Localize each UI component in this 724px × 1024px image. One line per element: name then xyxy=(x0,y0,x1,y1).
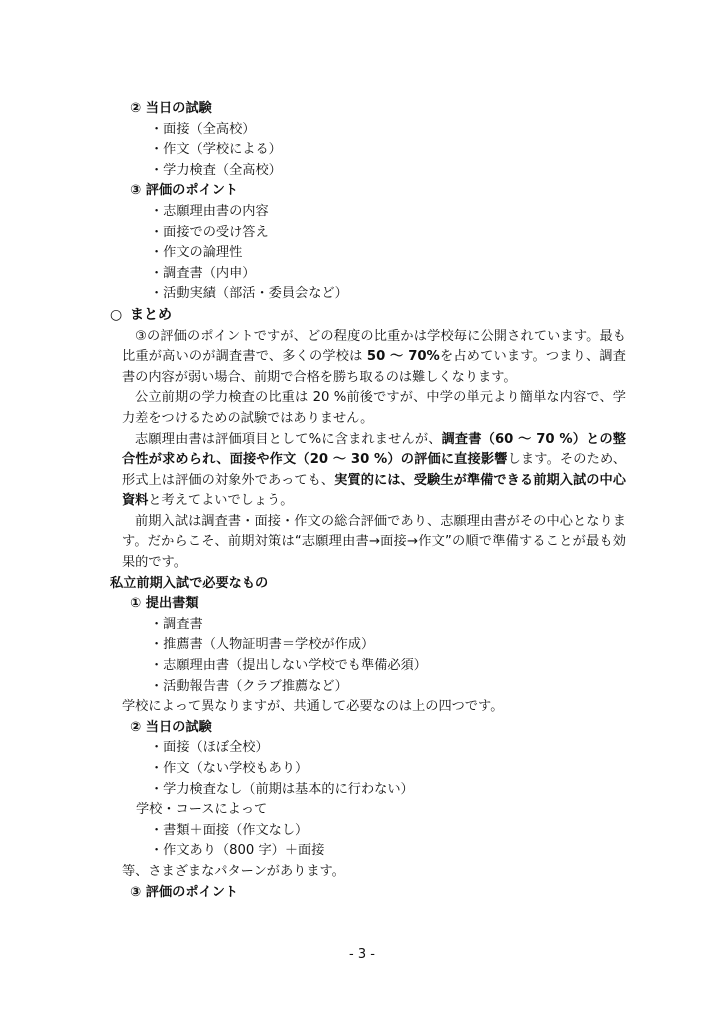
course-note: 学校・コースによって xyxy=(136,802,268,818)
list-item: ・書類＋面接（作文なし） xyxy=(150,822,309,838)
list-item: ・調査書 xyxy=(150,616,203,632)
summary-paragraph-4: 前期入試は調査書・面接・作文の総合評価であり、志願理由書がその中心となります。だからこそ、前期対策は“志願理由書→面接→作文”の順で準備することが最も効果的です。 xyxy=(122,513,626,571)
list-item: ・作文あり（800 字）＋面接 xyxy=(150,843,325,859)
list-item: ・作文（学校による） xyxy=(150,142,282,158)
list-item: ・活動実績（部活・委員会など） xyxy=(150,286,348,302)
pattern-note: 等、さまざまなパターンがあります。 xyxy=(122,863,345,879)
list-item: ・学力検査（全高校） xyxy=(150,162,282,178)
documents-note: 学校によって異なりますが、共通して必要なのは上の四つです。 xyxy=(122,699,504,715)
list-item: ・作文の論理性 xyxy=(150,245,243,261)
section-heading-evaluation: ③ 評価のポイント xyxy=(130,183,239,199)
list-item: ・活動報告書（クラブ推薦など） xyxy=(150,678,348,694)
section-heading-exam-day: ② 当日の試験 xyxy=(130,101,212,116)
circle-icon: ○ xyxy=(110,306,123,323)
list-item: ・面接（ほぼ全校） xyxy=(150,740,269,756)
private-exam-heading: 私立前期入試で必要なもの xyxy=(110,575,269,591)
list-item: ・面接（全高校） xyxy=(150,121,256,137)
summary-paragraph-3: 志願理由書は評価項目として%に含まれませんが、調査書（60 ～ 70 %）との整合性が求められ、面接や作文（20 ～ 30 %）の評価に直接影響します。そのため、形式上は評価の対象外であっても、実質的には、受験生が準備できる前期入試の中心資料と考えてよいでしょう。 xyxy=(122,431,626,509)
list-item: ・推薦書（人物証明書＝学校が作成） xyxy=(150,637,375,653)
summary-title: まとめ xyxy=(130,306,172,323)
list-item: ・調査書（内申） xyxy=(150,265,256,281)
section-heading-documents: ① 提出書類 xyxy=(130,596,199,612)
summary-paragraph-1: ③の評価のポイントですが、どの程度の比重かは学校毎に公開されています。最も比重が高いのが調査書で、多くの学校は 50 ～ 70%を占めています。つまり、調査書の内容が弱い場合、前期で合格を勝ち取るのは難しくなります。 xyxy=(122,328,626,385)
summary-heading xyxy=(110,305,626,327)
section-heading-evaluation-private: ③ 評価のポイント xyxy=(130,884,239,900)
section-heading-exam-day-private: ② 当日の試験 xyxy=(130,719,212,735)
list-item: ・志願理由書の内容 xyxy=(150,203,269,219)
list-item: ・面接での受け答え xyxy=(150,224,269,240)
list-item: ・作文（ない学校もあり） xyxy=(150,761,309,776)
page-number: - 3 - xyxy=(349,947,375,962)
list-item: ・学力検査なし（前期は基本的に行わない） xyxy=(150,781,414,797)
summary-paragraph-2: 公立前期の学力検査の比重は 20 %前後ですが、中学の単元より簡単な内容で、学力差をつけるための試験ではありません。 xyxy=(122,390,626,426)
page-content xyxy=(110,99,626,903)
list-item: ・志願理由書（提出しない学校でも準備必須） xyxy=(150,658,427,674)
